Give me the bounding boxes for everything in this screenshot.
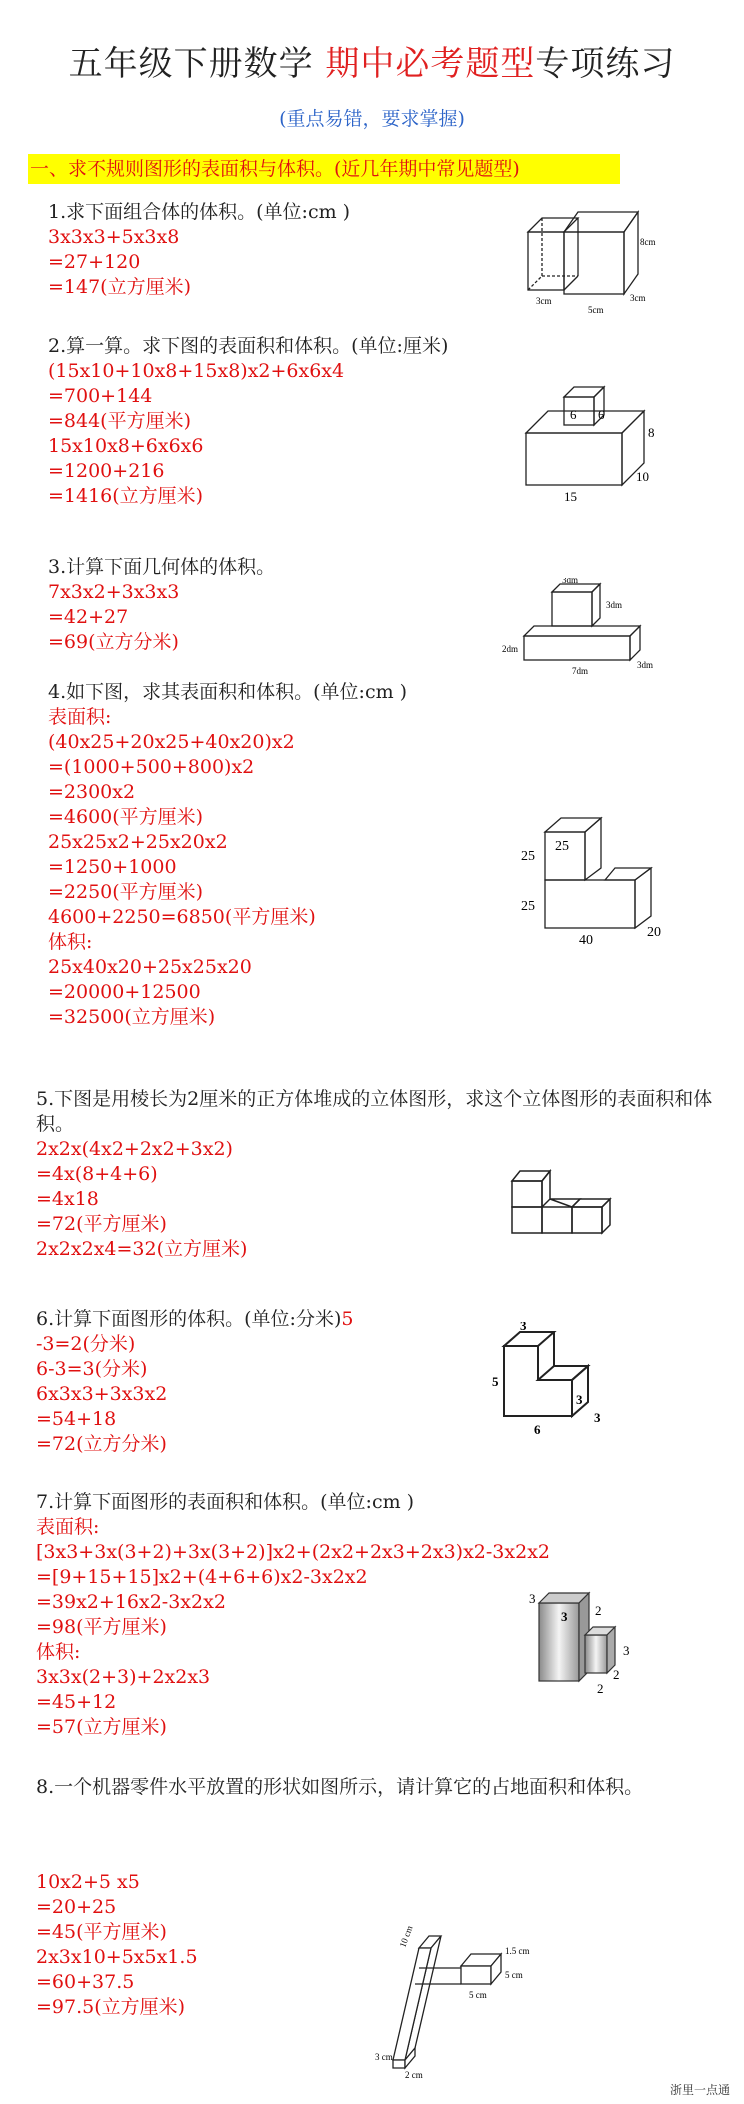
answer-line: 7x3x2+3x3x3 — [48, 581, 180, 603]
answer-line: 表面积: — [36, 1516, 100, 1538]
answer-line: =147(立方厘米) — [48, 276, 192, 298]
answer-line: 2x3x10+5x5x1.5 — [36, 1946, 198, 1968]
answer-line: -3=2(分米) — [36, 1333, 136, 1355]
dim-label: 2 — [597, 1681, 604, 1696]
dim-label: 3 — [576, 1392, 583, 1407]
problem-8 — [36, 1775, 716, 1800]
answer-line: =1416(立方厘米) — [48, 485, 204, 507]
answer-line: 6-3=3(分米) — [36, 1358, 148, 1380]
answer-line: =98(平方厘米) — [36, 1616, 167, 1638]
answer-line: 10x2+5 x5 — [36, 1871, 140, 1893]
answer-line: =[9+15+15]x2+(4+6+6)x2-3x2x2 — [36, 1566, 368, 1588]
dim-label: 3dm — [562, 578, 579, 585]
dim-label: 3cm — [630, 293, 646, 303]
answer-line: =32500(立方厘米) — [48, 1006, 216, 1028]
problem-7 — [36, 1490, 550, 1740]
dim-label: 25 — [521, 849, 535, 864]
dim-label: 40 — [579, 933, 593, 948]
figure-4 — [515, 808, 665, 948]
answer-line: 体积: — [48, 931, 93, 953]
problem-6 — [36, 1307, 353, 1457]
answer-line: =4600(平方厘米) — [48, 806, 204, 828]
question-text: 3.计算下面几何体的体积。 — [48, 556, 276, 578]
dim-label: 6 — [534, 1422, 541, 1437]
answer-line: 6x3x3+3x3x2 — [36, 1383, 168, 1405]
dim-label: 2 cm — [405, 2070, 423, 2078]
problem-4 — [48, 680, 407, 1030]
figure-7 — [525, 1583, 655, 1698]
figure-3 — [494, 578, 664, 683]
problem-1 — [48, 200, 350, 300]
figure-8 — [375, 1908, 575, 2078]
problem-3 — [48, 555, 275, 655]
section-heading: 一、求不规则图形的表面积与体积。(近几年期中常见题型) — [28, 154, 620, 184]
dim-label: 3 — [520, 1322, 527, 1333]
dim-label: 15 — [564, 489, 577, 504]
answer-line: =39x2+16x2-3x2x2 — [36, 1591, 226, 1613]
answer-line: =4x(8+4+6) — [36, 1163, 158, 1185]
dim-label: 25 — [555, 839, 569, 854]
answer-line: 4600+2250=6850(平方厘米) — [48, 906, 316, 928]
answer-line: 3x3x(2+3)+2x2x3 — [36, 1666, 211, 1688]
dim-label: 2dm — [502, 644, 519, 654]
answer-line: =2250(平方厘米) — [48, 881, 204, 903]
dim-label: 5 cm — [469, 1990, 487, 2000]
answer-line: =27+120 — [48, 251, 141, 273]
problem-2 — [48, 334, 448, 509]
dim-label: 8cm — [640, 237, 656, 247]
dim-label: 5cm — [588, 305, 604, 315]
question-text: 6.计算下面图形的体积。(单位:分米)5 — [36, 1308, 354, 1330]
answer-line: =1250+1000 — [48, 856, 177, 878]
answer-line: =4x18 — [36, 1188, 99, 1210]
answer-line: =2300x2 — [48, 781, 136, 803]
dim-label: 1.5 cm — [505, 1946, 530, 1956]
answer-line: 2x2x(4x2+2x2+3x2) — [36, 1138, 233, 1160]
answer-line: =844(平方厘米) — [48, 410, 192, 432]
question-text: 7.计算下面图形的表面积和体积。(单位:cm ) — [36, 1491, 415, 1513]
page-subtitle: (重点易错，要求掌握) — [279, 108, 465, 130]
question-text: 5.下图是用棱长为2厘米的正方体堆成的立体图形，求这个立体图形的表面积和体积。 — [36, 1088, 713, 1135]
answer-line: 25x40x20+25x25x20 — [48, 956, 252, 978]
figure-6 — [490, 1322, 630, 1440]
dim-label: 2 — [595, 1603, 602, 1618]
figure-2 — [520, 375, 670, 505]
dim-label: 5 cm — [505, 1970, 523, 1980]
answer-line: 体积: — [36, 1641, 81, 1663]
question-text: 2.算一算。求下图的表面积和体积。(单位:厘米) — [48, 335, 449, 357]
answer-line: =54+18 — [36, 1408, 117, 1430]
answer-line: =20000+12500 — [48, 981, 201, 1003]
answer-line: =(1000+500+800)x2 — [48, 756, 255, 778]
dim-label: 5 — [492, 1374, 499, 1389]
dim-label: 3 — [623, 1643, 630, 1658]
answer-line: =97.5(立方厘米) — [36, 1996, 186, 2018]
answer-line: =60+37.5 — [36, 1971, 135, 1993]
dim-label: 3cm — [536, 296, 552, 306]
answer-line: 25x25x2+25x20x2 — [48, 831, 228, 853]
answer-line: 3x3x3+5x3x8 — [48, 226, 180, 248]
question-text: 4.如下图，求其表面积和体积。(单位:cm ) — [48, 681, 408, 703]
answer-line: (40x25+20x25+40x20)x2 — [48, 731, 295, 753]
dim-label: 3 cm — [375, 2052, 393, 2062]
dim-label: 3dm — [606, 600, 623, 610]
answer-line: [3x3+3x(3+2)+3x(3+2)]x2+(2x2+2x3+2x3)x2-3x2x2 — [36, 1541, 550, 1563]
answer-line: 15x10x8+6x6x6 — [48, 435, 204, 457]
dim-label: 8 — [648, 425, 655, 440]
answer-line: 表面积: — [48, 706, 112, 728]
answer-line: =45+12 — [36, 1691, 117, 1713]
answer-line: =57(立方厘米) — [36, 1716, 167, 1738]
page-title: 五年级下册数学 期中必考题型专项练习 — [68, 44, 676, 84]
question-text: 8.一个机器零件水平放置的形状如图所示，请计算它的占地面积和体积。 — [36, 1776, 644, 1798]
dim-label: 3 — [594, 1410, 601, 1425]
figure-5 — [510, 1163, 620, 1243]
answer-line: =700+144 — [48, 385, 153, 407]
dim-label: 10 cm — [397, 1924, 415, 1949]
dim-label: 25 — [521, 899, 535, 914]
footer-watermark: 浙里一点通 — [669, 2083, 730, 2097]
dim-label: 6 — [598, 407, 605, 422]
problem-8-answer — [36, 1870, 198, 2020]
dim-label: 2 — [613, 1667, 620, 1682]
dim-label: 3dm — [637, 660, 654, 670]
dim-label: 7dm — [572, 666, 589, 676]
answer-line: =42+27 — [48, 606, 129, 628]
figure-1 — [522, 205, 672, 320]
answer-line: (15x10+10x8+15x8)x2+6x6x4 — [48, 360, 345, 382]
answer-line: =72(立方分米) — [36, 1433, 167, 1455]
answer-line: =20+25 — [36, 1896, 117, 1918]
answer-line: 2x2x2x4=32(立方厘米) — [36, 1238, 248, 1260]
question-text: 1.求下面组合体的体积。(单位:cm ) — [48, 201, 351, 223]
answer-line: =72(平方厘米) — [36, 1213, 167, 1235]
dim-label: 3 — [561, 1609, 568, 1624]
dim-label: 10 — [636, 469, 649, 484]
answer-line: =69(立方分米) — [48, 631, 179, 653]
dim-label: 6 — [570, 407, 577, 422]
dim-label: 3 — [529, 1591, 536, 1606]
answer-line: =1200+216 — [48, 460, 165, 482]
dim-label: 20 — [647, 925, 661, 940]
answer-line: =45(平方厘米) — [36, 1921, 167, 1943]
